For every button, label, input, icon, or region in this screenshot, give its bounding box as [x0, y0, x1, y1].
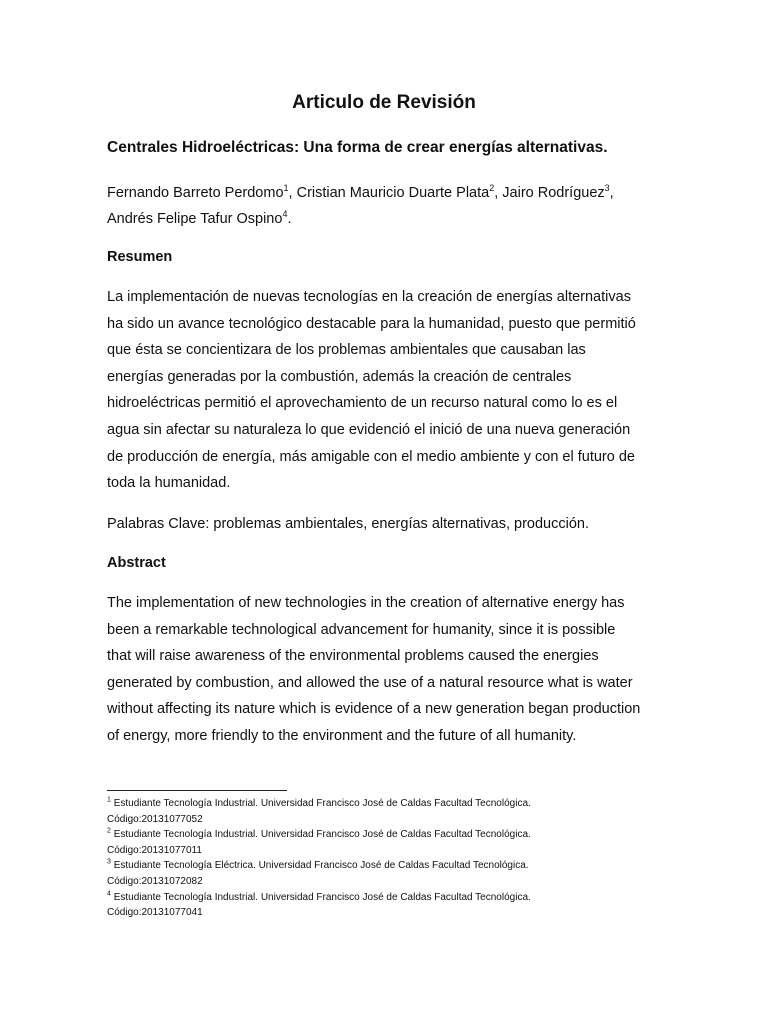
resumen-line: toda la humanidad.: [107, 475, 231, 492]
footnote-ref: 4: [282, 209, 288, 220]
footnote-item: [107, 858, 667, 874]
abstract-line: that will raise awareness of the environmental problems caused the energies: [107, 648, 599, 665]
footnote-number: 1: [107, 796, 111, 804]
author-name: Jairo Rodríguez: [502, 185, 605, 201]
author-separator: ,: [494, 185, 503, 201]
author-name: Andrés Felipe Tafur Ospino: [107, 211, 283, 227]
author-separator: .: [287, 211, 292, 227]
resumen-line: que ésta se concientizara de los problemas ambientales que causaban las: [107, 342, 586, 359]
resumen-line: energías generadas por la combustión, además la creación de centrales: [107, 368, 572, 385]
footnote-code: Código:20131072082: [107, 875, 203, 887]
resumen-line: hidroeléctricas permitió el aprovechamiento de un recurso natural como lo es el: [107, 395, 618, 412]
author-separator: ,: [288, 185, 297, 201]
footnote-code: Código:20131077052: [107, 813, 203, 825]
author-list: [107, 180, 667, 232]
footnote-code: Código:20131077041: [107, 907, 203, 919]
footnote-number: 4: [107, 890, 111, 898]
footnote-text: Estudiante Tecnología Industrial. Universidad Francisco José de Caldas Facultad Tecnológica.: [113, 798, 531, 809]
document-subtitle: Centrales Hidroeléctricas: Una forma de crear energías alternativas.: [107, 139, 608, 156]
resumen-paragraph: [107, 284, 667, 497]
document-title: Articulo de Revisión: [292, 92, 476, 113]
footnote-text: Estudiante Tecnología Eléctrica. Universidad Francisco José de Caldas Facultad Tecnológica.: [113, 860, 529, 872]
footnote-ref: 1: [283, 183, 289, 194]
abstract-line: generated by combustion, and allowed the use of a natural resource what is water: [107, 674, 633, 691]
footnote-ref: 2: [489, 183, 495, 194]
footnote-ref: 3: [604, 183, 610, 194]
abstract-heading: Abstract: [107, 555, 166, 571]
abstract-line: been a remarkable technological advancement for humanity, since it is possible: [107, 621, 616, 638]
footnote-number: 3: [107, 859, 111, 867]
abstract-line: without affecting its nature which is evidence of a new generation began production: [107, 701, 641, 718]
footnote-item: [107, 827, 667, 843]
resumen-line: ha sido un avance tecnológico destacable para la humanidad, puesto que permitió: [107, 315, 636, 332]
footnote-text: Estudiante Tecnología Industrial. Universidad Francisco José de Caldas Facultad Tecnológica.: [113, 829, 531, 841]
footnote-divider: [107, 790, 287, 791]
keywords-line: Palabras Clave: problemas ambientales, energías alternativas, producción.: [107, 516, 589, 532]
footnotes: [107, 796, 667, 921]
resumen-line: de producción de energía, más amigable con el medio ambiente y con el futuro de: [107, 448, 635, 465]
abstract-line: The implementation of new technologies in the creation of alternative energy has: [107, 595, 625, 611]
resumen-heading: Resumen: [107, 249, 173, 265]
footnote-text: Estudiante Tecnología Industrial. Universidad Francisco José de Caldas Facultad Tecnológica.: [113, 891, 531, 903]
resumen-line: La implementación de nuevas tecnologías en la creación de energías alternativas: [107, 289, 631, 305]
author-name: Cristian Mauricio Duarte Plata: [296, 185, 490, 201]
footnote-item: [107, 890, 667, 906]
abstract-paragraph: [107, 590, 667, 750]
abstract-line: of energy, more friendly to the environment and the future of all humanity.: [107, 727, 577, 744]
author-name: Fernando Barreto Perdomo: [107, 185, 284, 201]
author-separator: ,: [609, 185, 614, 201]
footnote-item: [107, 796, 667, 812]
footnote-number: 2: [107, 827, 111, 835]
resumen-line: agua sin afectar su naturaleza lo que evidenció el inició de una nueva generación: [107, 421, 631, 438]
footnote-code: Código:20131077011: [107, 844, 202, 856]
